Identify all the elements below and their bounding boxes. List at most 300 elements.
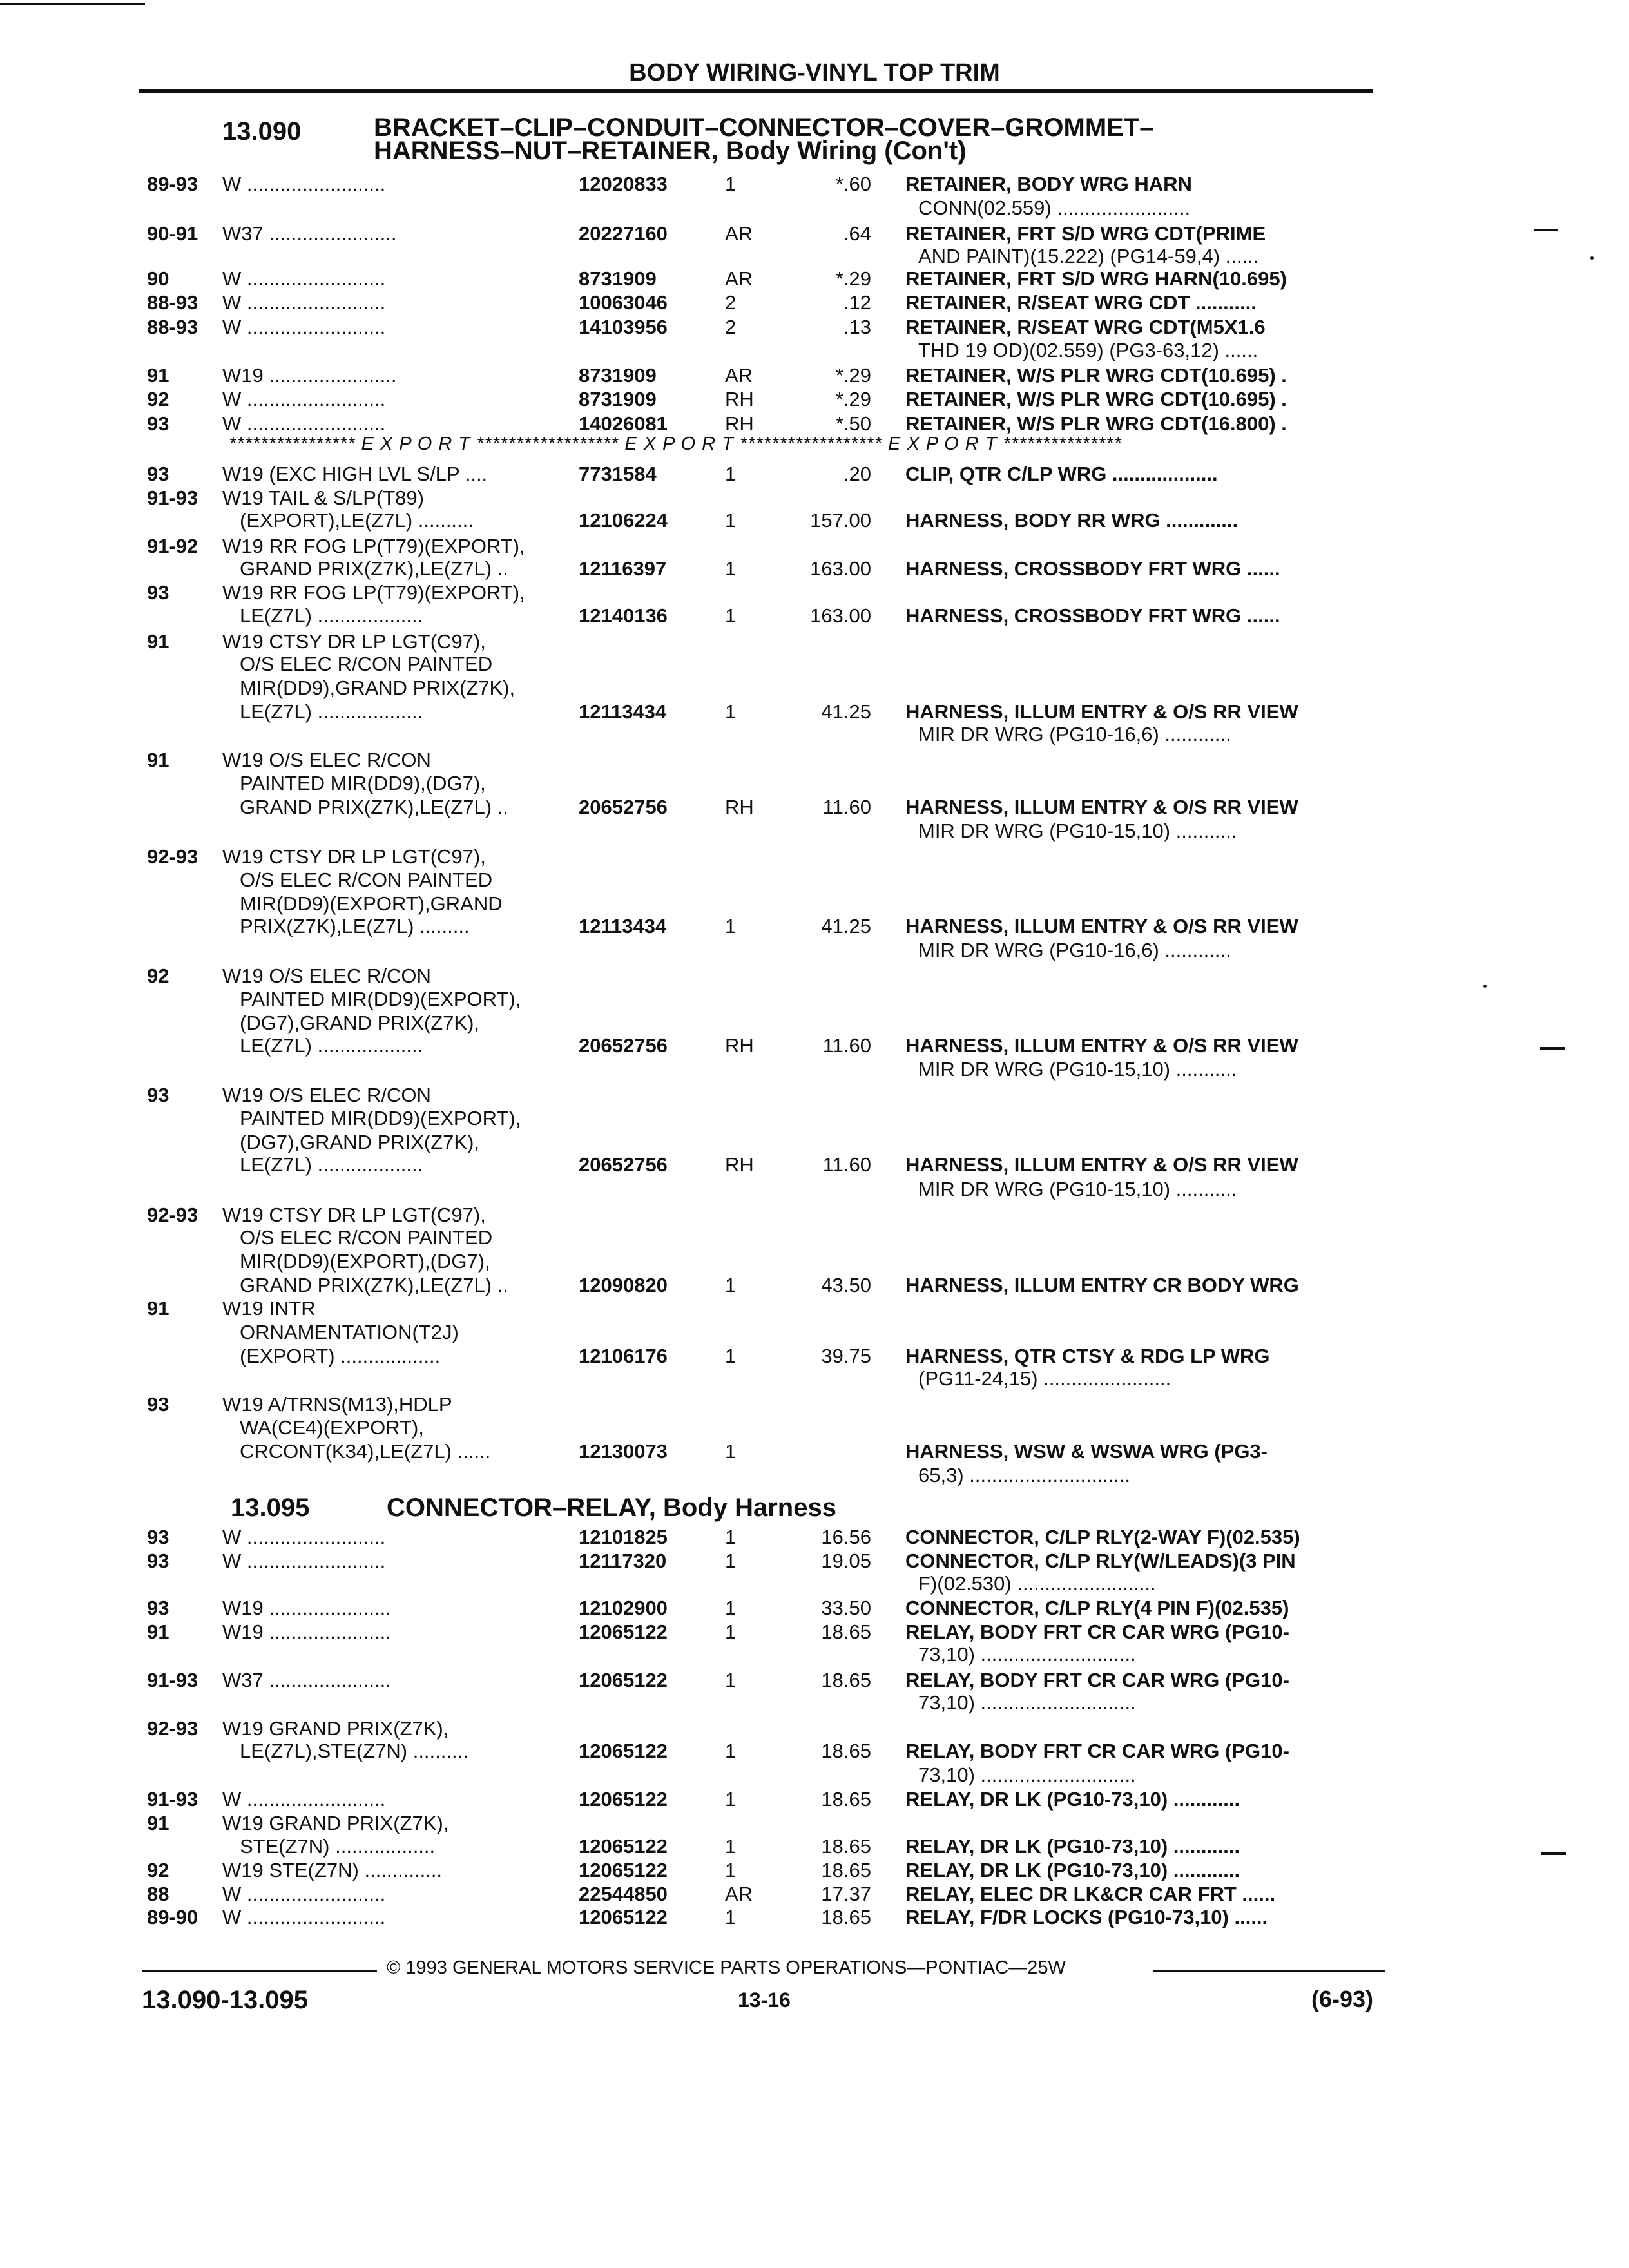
part-description-continuation: MIR DR WRG (PG10-16,6) ............ bbox=[918, 723, 1231, 745]
year-range: 93 bbox=[147, 1084, 169, 1106]
part-number: 12101825 bbox=[579, 1526, 668, 1548]
part-number: 12065122 bbox=[579, 1740, 668, 1762]
body-type: W19 O/S ELEC R/CON bbox=[222, 965, 431, 987]
price: 19.05 bbox=[821, 1550, 871, 1572]
table-row bbox=[0, 581, 1629, 607]
price: 18.65 bbox=[821, 1740, 871, 1762]
part-description: RELAY, BODY FRT CR CAR WRG (PG10- bbox=[905, 1740, 1289, 1762]
part-description: HARNESS, WSW & WSWA WRG (PG3- bbox=[905, 1440, 1268, 1463]
part-description: RELAY, DR LK (PG10-73,10) ............ bbox=[905, 1788, 1240, 1811]
price: 11.60 bbox=[822, 1153, 871, 1176]
quantity: 1 bbox=[725, 173, 737, 195]
quantity: 1 bbox=[725, 509, 737, 532]
price: 163.00 bbox=[810, 604, 871, 627]
table-row bbox=[0, 1859, 1629, 1885]
margin-mark bbox=[1534, 229, 1558, 231]
description-continuation: WA(CE4)(EXPORT), bbox=[240, 1416, 424, 1439]
quantity: 1 bbox=[725, 1550, 737, 1572]
description-continuation: (EXPORT),LE(Z7L) .......... bbox=[240, 509, 474, 532]
price: 41.25 bbox=[821, 700, 871, 723]
description-continuation: MIR(DD9),GRAND PRIX(Z7K), bbox=[240, 677, 516, 699]
part-number: 12020833 bbox=[579, 173, 668, 195]
table-row bbox=[0, 509, 1629, 535]
part-description: HARNESS, ILLUM ENTRY & O/S RR VIEW bbox=[905, 915, 1298, 937]
part-description-continuation: AND PAINT)(15.222) (PG14-59,4) ...... bbox=[918, 245, 1259, 267]
part-number: 14103956 bbox=[579, 316, 668, 338]
table-row bbox=[0, 1597, 1629, 1622]
quantity: 1 bbox=[725, 1859, 737, 1881]
part-description: HARNESS, QTR CTSY & RDG LP WRG bbox=[905, 1345, 1270, 1367]
part-number: 20652756 bbox=[579, 796, 668, 818]
table-row bbox=[0, 535, 1629, 561]
quantity: 1 bbox=[725, 1597, 737, 1619]
part-description: CONNECTOR, C/LP RLY(4 PIN F)(02.535) bbox=[905, 1597, 1289, 1619]
quantity: RH bbox=[725, 1034, 754, 1057]
part-number: 12116397 bbox=[579, 557, 667, 580]
part-description: RELAY, DR LK (PG10-73,10) ............ bbox=[905, 1859, 1240, 1881]
description-continuation: GRAND PRIX(Z7K),LE(Z7L) .. bbox=[240, 796, 508, 818]
part-number: 12130073 bbox=[579, 1440, 668, 1463]
body-type: W ......................... bbox=[222, 1550, 386, 1572]
table-row bbox=[0, 1440, 1629, 1466]
part-description: RELAY, F/DR LOCKS (PG10-73,10) ...... bbox=[905, 1906, 1268, 1928]
description-continuation: PAINTED MIR(DD9)(EXPORT), bbox=[240, 1107, 521, 1129]
description-continuation: O/S ELEC R/CON PAINTED bbox=[240, 869, 493, 891]
part-description-continuation: 73,10) ............................ bbox=[918, 1763, 1136, 1786]
description-continuation: LE(Z7L) ................... bbox=[240, 700, 423, 723]
quantity: 1 bbox=[725, 557, 737, 580]
quantity: 2 bbox=[725, 316, 737, 338]
part-description: RELAY, ELEC DR LK&CR CAR FRT ...... bbox=[905, 1883, 1276, 1905]
footer-section-range: 13.090-13.095 bbox=[142, 1986, 309, 2014]
price: *.50 bbox=[835, 412, 871, 435]
body-type: W19 ....................... bbox=[222, 364, 397, 387]
part-number: 12106224 bbox=[579, 509, 668, 532]
part-description-continuation: 73,10) ............................ bbox=[918, 1643, 1136, 1666]
description-continuation: O/S ELEC R/CON PAINTED bbox=[240, 653, 493, 675]
part-description: RETAINER, FRT S/D WRG CDT(PRIME bbox=[905, 222, 1266, 245]
body-type: W ......................... bbox=[222, 412, 386, 435]
body-type: W ......................... bbox=[222, 267, 386, 290]
description-continuation: GRAND PRIX(Z7K),LE(Z7L) .. bbox=[240, 557, 508, 580]
table-row bbox=[0, 988, 1629, 1014]
year-range: 91-93 bbox=[147, 1788, 198, 1811]
part-description: HARNESS, ILLUM ENTRY & O/S RR VIEW bbox=[905, 700, 1298, 723]
price: 18.65 bbox=[821, 1669, 871, 1691]
table-row bbox=[0, 1178, 1629, 1204]
body-type: W19 RR FOG LP(T79)(EXPORT), bbox=[222, 581, 525, 604]
description-continuation: PAINTED MIR(DD9)(EXPORT), bbox=[240, 988, 521, 1010]
quantity: AR bbox=[725, 222, 753, 245]
part-description-continuation: MIR DR WRG (PG10-16,6) ............ bbox=[918, 939, 1231, 961]
table-row bbox=[0, 1669, 1629, 1695]
margin-mark bbox=[1541, 1852, 1566, 1855]
quantity: AR bbox=[725, 267, 753, 290]
part-description: RETAINER, W/S PLR WRG CDT(10.695) . bbox=[905, 388, 1287, 410]
page-header-title: BODY WIRING-VINYL TOP TRIM bbox=[629, 59, 1000, 86]
table-row bbox=[0, 1058, 1629, 1084]
body-type: W19 GRAND PRIX(Z7K), bbox=[222, 1717, 449, 1740]
table-row bbox=[0, 1835, 1629, 1861]
table-row bbox=[0, 1131, 1629, 1157]
description-continuation: ORNAMENTATION(T2J) bbox=[240, 1321, 459, 1343]
section-number: 13.090 bbox=[222, 117, 302, 146]
table-row bbox=[0, 1107, 1629, 1133]
part-number: 12113434 bbox=[579, 700, 667, 723]
price: *.29 bbox=[835, 388, 871, 410]
price: 18.65 bbox=[821, 1620, 871, 1643]
part-description: HARNESS, CROSSBODY FRT WRG ...... bbox=[905, 557, 1280, 580]
price: 17.37 bbox=[821, 1883, 871, 1905]
year-range: 93 bbox=[147, 581, 169, 604]
description-continuation: MIR(DD9)(EXPORT),(DG7), bbox=[240, 1250, 490, 1273]
quantity: 1 bbox=[725, 1835, 737, 1858]
table-row bbox=[0, 1572, 1629, 1598]
quantity: RH bbox=[725, 388, 754, 410]
quantity: 1 bbox=[725, 1440, 737, 1463]
table-row bbox=[0, 869, 1629, 894]
body-type: W19 STE(Z7N) .............. bbox=[222, 1859, 443, 1881]
year-range: 88 bbox=[147, 1883, 169, 1905]
price: 39.75 bbox=[821, 1345, 871, 1367]
price: 163.00 bbox=[810, 557, 871, 580]
body-type: W19 GRAND PRIX(Z7K), bbox=[222, 1812, 449, 1834]
table-row bbox=[0, 1788, 1629, 1814]
quantity: AR bbox=[725, 1883, 753, 1905]
part-number: 8731909 bbox=[579, 364, 657, 387]
body-type: W ......................... bbox=[222, 316, 386, 338]
table-row bbox=[0, 1321, 1629, 1347]
year-range: 89-90 bbox=[147, 1906, 198, 1928]
quantity: 1 bbox=[725, 1620, 737, 1643]
year-range: 88-93 bbox=[147, 316, 198, 338]
description-continuation: PAINTED MIR(DD9),(DG7), bbox=[240, 772, 486, 794]
header-rule bbox=[139, 89, 1373, 93]
table-row bbox=[0, 339, 1629, 365]
part-description: RETAINER, W/S PLR WRG CDT(16.800) . bbox=[905, 412, 1287, 435]
table-row bbox=[0, 1393, 1629, 1419]
table-row bbox=[0, 1345, 1629, 1370]
description-continuation: LE(Z7L) ................... bbox=[240, 1153, 423, 1176]
part-description: HARNESS, BODY RR WRG ............. bbox=[905, 509, 1239, 532]
body-type: W19 ...................... bbox=[222, 1597, 391, 1619]
description-continuation: (DG7),GRAND PRIX(Z7K), bbox=[240, 1012, 480, 1034]
description-continuation: LE(Z7L) ................... bbox=[240, 1034, 423, 1057]
description-continuation: CRCONT(K34),LE(Z7L) ...... bbox=[240, 1440, 491, 1463]
table-row bbox=[0, 1691, 1629, 1717]
part-number: 12065122 bbox=[579, 1788, 668, 1811]
part-number: 12106176 bbox=[579, 1345, 668, 1367]
table-row bbox=[0, 267, 1629, 293]
table-row bbox=[0, 749, 1629, 774]
year-range: 90-91 bbox=[147, 222, 198, 245]
table-row bbox=[0, 1906, 1629, 1932]
quantity: 1 bbox=[725, 1526, 737, 1548]
table-row bbox=[0, 1464, 1629, 1490]
part-description: CONNECTOR, C/LP RLY(2-WAY F)(02.535) bbox=[905, 1526, 1300, 1548]
part-description-continuation: THD 19 OD)(02.559) (PG3-63,12) ...... bbox=[918, 339, 1258, 361]
quantity: AR bbox=[725, 364, 753, 387]
table-row bbox=[0, 700, 1629, 726]
part-description: HARNESS, CROSSBODY FRT WRG ...... bbox=[905, 604, 1280, 627]
body-type: W37 ...................... bbox=[222, 1669, 391, 1691]
body-type: W ......................... bbox=[222, 1788, 386, 1811]
year-range: 92 bbox=[147, 965, 169, 987]
quantity: 1 bbox=[725, 1669, 737, 1691]
section-number: 13.095 bbox=[231, 1494, 310, 1522]
year-range: 91-93 bbox=[147, 486, 198, 509]
price: 33.50 bbox=[821, 1597, 871, 1619]
part-number: 12065122 bbox=[579, 1835, 668, 1858]
body-type: W19 (EXC HIGH LVL S/LP .... bbox=[222, 463, 488, 485]
table-row bbox=[0, 1620, 1629, 1646]
part-description-continuation: CONN(02.559) ........................ bbox=[918, 197, 1191, 219]
body-type: W19 RR FOG LP(T79)(EXPORT), bbox=[222, 535, 525, 557]
table-row bbox=[0, 630, 1629, 656]
body-type: W19 O/S ELEC R/CON bbox=[222, 1084, 431, 1106]
footer-rule-left bbox=[142, 1970, 377, 1972]
quantity: 1 bbox=[725, 1274, 737, 1296]
part-description: HARNESS, ILLUM ENTRY & O/S RR VIEW bbox=[905, 1153, 1298, 1176]
table-row bbox=[0, 486, 1629, 512]
part-description: RETAINER, R/SEAT WRG CDT ........... bbox=[905, 291, 1257, 314]
price: *.29 bbox=[835, 267, 871, 290]
quantity: 1 bbox=[725, 1906, 737, 1928]
body-type: W19 A/TRNS(M13),HDLP bbox=[222, 1393, 452, 1416]
quantity: 1 bbox=[725, 1740, 737, 1762]
year-range: 93 bbox=[147, 1550, 169, 1572]
price: 18.65 bbox=[821, 1859, 871, 1881]
footer-date: (6-93) bbox=[1311, 1986, 1374, 2012]
table-row bbox=[0, 245, 1629, 271]
part-number: 12102900 bbox=[579, 1597, 668, 1619]
body-type: W37 ....................... bbox=[222, 222, 397, 245]
quantity: 1 bbox=[725, 1345, 737, 1367]
part-description-continuation: MIR DR WRG (PG10-15,10) ........... bbox=[918, 820, 1237, 842]
price: 18.65 bbox=[821, 1835, 871, 1858]
table-row bbox=[0, 1526, 1629, 1552]
export-separator: **************** E X P O R T ****************** E X P O R T ****************** E X P O R T *************** bbox=[229, 434, 1122, 454]
price: 16.56 bbox=[821, 1526, 871, 1548]
year-range: 93 bbox=[147, 1393, 169, 1416]
part-description-continuation: F)(02.530) ......................... bbox=[918, 1572, 1156, 1595]
year-range: 92-93 bbox=[147, 1717, 198, 1740]
table-row bbox=[0, 1034, 1629, 1060]
part-number: 8731909 bbox=[579, 267, 657, 290]
quantity: RH bbox=[725, 1153, 754, 1176]
table-row bbox=[0, 1084, 1629, 1110]
table-row bbox=[0, 1883, 1629, 1908]
table-row bbox=[0, 1367, 1629, 1393]
part-description-continuation: MIR DR WRG (PG10-15,10) ........... bbox=[918, 1178, 1237, 1200]
part-number: 8731909 bbox=[579, 388, 657, 410]
part-description: RELAY, BODY FRT CR CAR WRG (PG10- bbox=[905, 1669, 1289, 1691]
part-description: RETAINER, FRT S/D WRG HARN(10.695) bbox=[905, 267, 1287, 290]
part-number: 12090820 bbox=[579, 1274, 668, 1296]
footer-page-number: 13-16 bbox=[738, 1988, 791, 2012]
body-type: W19 O/S ELEC R/CON bbox=[222, 749, 431, 771]
body-type: W ......................... bbox=[222, 1883, 386, 1905]
table-row bbox=[0, 316, 1629, 341]
description-continuation: LE(Z7L),STE(Z7N) .......... bbox=[240, 1740, 468, 1762]
section-title-line1: BRACKET–CLIP–CONDUIT–CONNECTOR–COVER–GROMMET– bbox=[374, 113, 1154, 142]
body-type: W ......................... bbox=[222, 1526, 386, 1548]
part-description: RETAINER, R/SEAT WRG CDT(M5X1.6 bbox=[905, 316, 1266, 338]
table-row bbox=[0, 388, 1629, 414]
table-row bbox=[0, 222, 1629, 248]
price: .20 bbox=[843, 463, 871, 485]
table-row bbox=[0, 1643, 1629, 1669]
part-description: RELAY, BODY FRT CR CAR WRG (PG10- bbox=[905, 1620, 1289, 1643]
part-description: RETAINER, W/S PLR WRG CDT(10.695) . bbox=[905, 364, 1287, 387]
description-continuation: STE(Z7N) .................. bbox=[240, 1835, 436, 1858]
part-description-continuation: (PG11-24,15) ....................... bbox=[918, 1367, 1171, 1390]
table-row bbox=[0, 1012, 1629, 1037]
part-description: HARNESS, ILLUM ENTRY CR BODY WRG bbox=[905, 1274, 1299, 1296]
year-range: 88-93 bbox=[147, 291, 198, 314]
price: 11.60 bbox=[822, 796, 871, 818]
part-description: CONNECTOR, C/LP RLY(W/LEADS)(3 PIN bbox=[905, 1550, 1296, 1572]
section-title-line2: HARNESS–NUT–RETAINER, Body Wiring (Con't) bbox=[374, 137, 967, 165]
year-range: 91 bbox=[147, 1620, 169, 1643]
table-row bbox=[0, 463, 1629, 488]
price: *.29 bbox=[835, 364, 871, 387]
body-type: W19 INTR bbox=[222, 1297, 316, 1320]
top-rule bbox=[0, 3, 145, 5]
table-row bbox=[0, 604, 1629, 630]
part-number: 12065122 bbox=[579, 1669, 668, 1691]
year-range: 93 bbox=[147, 1526, 169, 1548]
part-number: 12065122 bbox=[579, 1859, 668, 1881]
description-continuation: PRIX(Z7K),LE(Z7L) ......... bbox=[240, 915, 470, 937]
year-range: 91 bbox=[147, 1812, 169, 1834]
year-range: 91-93 bbox=[147, 1669, 198, 1691]
part-number: 20652756 bbox=[579, 1153, 668, 1176]
part-number: 10063046 bbox=[579, 291, 668, 314]
body-type: W ......................... bbox=[222, 173, 386, 195]
description-continuation: GRAND PRIX(Z7K),LE(Z7L) .. bbox=[240, 1274, 508, 1296]
part-number: 12117320 bbox=[579, 1550, 667, 1572]
footer-copyright: © 1993 GENERAL MOTORS SERVICE PARTS OPERATIONS—PONTIAC—25W bbox=[387, 1957, 1066, 1978]
table-row bbox=[0, 1740, 1629, 1765]
table-row bbox=[0, 1153, 1629, 1179]
table-row bbox=[0, 1550, 1629, 1575]
description-continuation: (EXPORT) .................. bbox=[240, 1345, 441, 1367]
table-row bbox=[0, 845, 1629, 871]
part-number: 12065122 bbox=[579, 1906, 668, 1928]
table-row bbox=[0, 772, 1629, 798]
body-type: W19 ...................... bbox=[222, 1620, 391, 1643]
year-range: 92-93 bbox=[147, 1204, 198, 1226]
table-row bbox=[0, 1274, 1629, 1300]
part-number: 22544850 bbox=[579, 1883, 668, 1905]
table-row bbox=[0, 1812, 1629, 1838]
part-number: 7731584 bbox=[579, 463, 657, 485]
table-row bbox=[0, 173, 1629, 198]
part-description-continuation: MIR DR WRG (PG10-15,10) ........... bbox=[918, 1058, 1237, 1081]
margin-mark bbox=[1540, 1047, 1565, 1050]
price: 43.50 bbox=[821, 1274, 871, 1296]
description-continuation: O/S ELEC R/CON PAINTED bbox=[240, 1226, 493, 1249]
body-type: W ......................... bbox=[222, 1906, 386, 1928]
description-continuation: (DG7),GRAND PRIX(Z7K), bbox=[240, 1131, 480, 1153]
table-row bbox=[0, 1416, 1629, 1442]
table-row bbox=[0, 915, 1629, 941]
quantity: 1 bbox=[725, 604, 737, 627]
part-number: 12065122 bbox=[579, 1620, 668, 1643]
year-range: 92 bbox=[147, 1859, 169, 1881]
part-number: 20227160 bbox=[579, 222, 668, 245]
year-range: 91 bbox=[147, 630, 169, 653]
table-row bbox=[0, 1226, 1629, 1252]
part-number: 12140136 bbox=[579, 604, 668, 627]
year-range: 92-93 bbox=[147, 845, 198, 868]
price: 41.25 bbox=[821, 915, 871, 937]
part-description: CLIP, QTR C/LP WRG ................... bbox=[905, 463, 1218, 485]
footer-rule-right bbox=[1153, 1970, 1385, 1972]
body-type: W ......................... bbox=[222, 388, 386, 410]
body-type: W19 CTSY DR LP LGT(C97), bbox=[222, 845, 486, 868]
body-type: W19 CTSY DR LP LGT(C97), bbox=[222, 1204, 486, 1226]
year-range: 93 bbox=[147, 463, 169, 485]
body-type: W ......................... bbox=[222, 291, 386, 314]
table-row bbox=[0, 1717, 1629, 1743]
section-title: CONNECTOR–RELAY, Body Harness bbox=[387, 1494, 836, 1522]
price: 11.60 bbox=[822, 1034, 871, 1057]
margin-dot bbox=[1483, 985, 1487, 988]
year-range: 92 bbox=[147, 388, 169, 410]
quantity: 1 bbox=[725, 700, 737, 723]
price: .12 bbox=[843, 291, 871, 314]
table-row bbox=[0, 939, 1629, 965]
table-row bbox=[0, 197, 1629, 222]
price: .13 bbox=[843, 316, 871, 338]
price: 18.65 bbox=[821, 1788, 871, 1811]
table-row bbox=[0, 723, 1629, 749]
margin-dot bbox=[1590, 256, 1594, 260]
quantity: 1 bbox=[725, 1788, 737, 1811]
table-row bbox=[0, 412, 1629, 438]
part-number: 20652756 bbox=[579, 1034, 668, 1057]
price: 18.65 bbox=[821, 1906, 871, 1928]
quantity: 2 bbox=[725, 291, 737, 314]
table-row bbox=[0, 653, 1629, 678]
description-continuation: MIR(DD9)(EXPORT),GRAND bbox=[240, 892, 503, 915]
year-range: 93 bbox=[147, 1597, 169, 1619]
table-row bbox=[0, 1297, 1629, 1323]
part-description: HARNESS, ILLUM ENTRY & O/S RR VIEW bbox=[905, 796, 1298, 818]
description-continuation: LE(Z7L) ................... bbox=[240, 604, 423, 627]
table-row bbox=[0, 796, 1629, 822]
table-row bbox=[0, 1763, 1629, 1789]
table-row bbox=[0, 364, 1629, 390]
body-type: W19 CTSY DR LP LGT(C97), bbox=[222, 630, 486, 653]
quantity: 1 bbox=[725, 463, 737, 485]
table-row bbox=[0, 1250, 1629, 1276]
year-range: 90 bbox=[147, 267, 169, 290]
body-type: W19 TAIL & S/LP(T89) bbox=[222, 486, 424, 509]
part-number: 12113434 bbox=[579, 915, 667, 937]
quantity: RH bbox=[725, 412, 754, 435]
year-range: 91 bbox=[147, 364, 169, 387]
table-row bbox=[0, 677, 1629, 702]
quantity: RH bbox=[725, 796, 754, 818]
table-row bbox=[0, 820, 1629, 845]
year-range: 91 bbox=[147, 1297, 169, 1320]
part-description: HARNESS, ILLUM ENTRY & O/S RR VIEW bbox=[905, 1034, 1298, 1057]
year-range: 91-92 bbox=[147, 535, 198, 557]
table-row bbox=[0, 965, 1629, 990]
